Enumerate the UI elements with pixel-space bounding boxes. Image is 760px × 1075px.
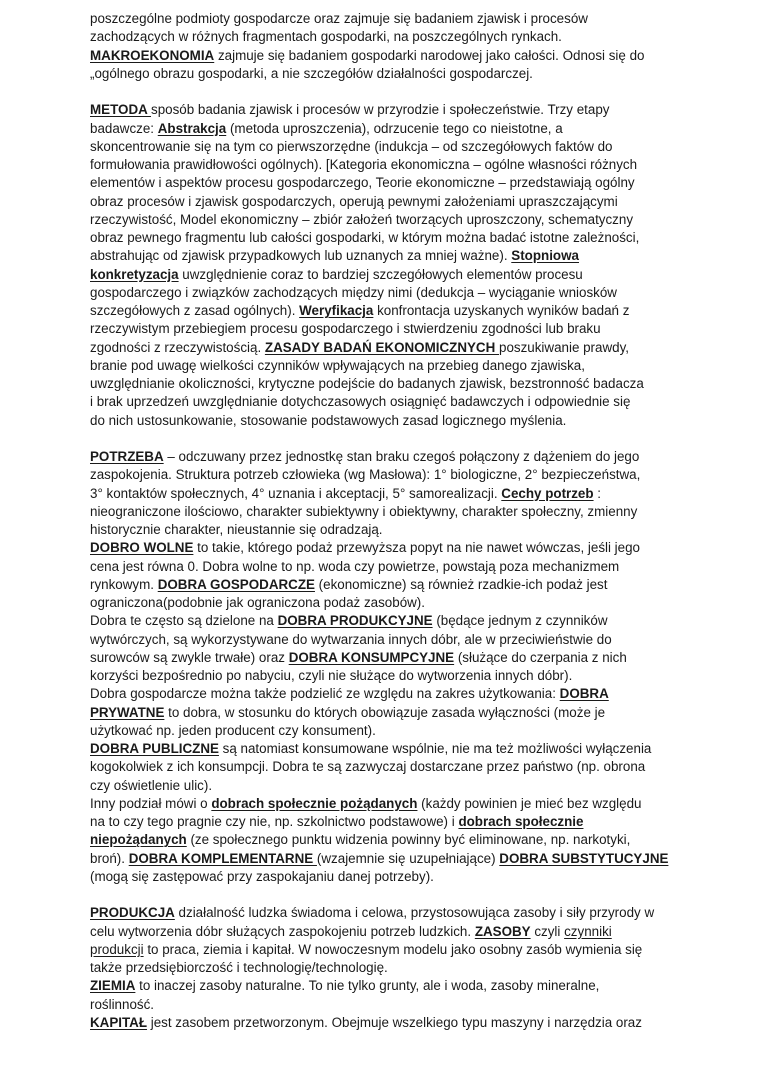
text-line (90, 576, 690, 594)
text-run: do nich ustosunkowanie, stosowanie podstawowych zasad logicznego myślenia. (90, 412, 567, 428)
text-run: skoncentrowanie się na tym co pierwszorzędne (indukcja – od szczegółowych faktów do (90, 138, 613, 154)
text-line (90, 631, 690, 649)
text-run: obraz pewnego fragmentu lub całości gospodarki, w którym można badać istotne zależności, (90, 230, 640, 245)
text-run: rzeczywistym przebiegiem procesu gospodarczego i stwierdzeniu zgodności lub braku (90, 321, 601, 337)
text-run: zachodzących w różnych fragmentach gospodarki, na poszczególnych rynkach. (90, 29, 562, 45)
text-run: zaspokojenia. Struktura potrzeb człowieka (wg Masłowa): 1° biologiczne, 2° bezpieczeństwa, (90, 467, 641, 483)
text-run: poszukiwanie prawdy, (499, 339, 630, 355)
text-line (90, 229, 690, 247)
text-line (90, 211, 690, 229)
text-line (90, 539, 690, 557)
text-line (90, 977, 690, 995)
text-line (90, 521, 690, 539)
text-run: gospodarczego i związków zachodzących między nimi (dedukcja – wyciąganie wniosków (90, 284, 617, 300)
text-run: sposób badania zjawisk i procesów w przyrodzie i społeczeństwie. Trzy etapy (151, 102, 610, 118)
text-line (90, 704, 690, 722)
text-line (90, 10, 690, 28)
text-line (90, 247, 690, 265)
key-term: DOBRA KOMPLEMENTARNE (128, 850, 317, 866)
text-run: ograniczona(podobnie jak ograniczona podaż zasobów). (90, 595, 425, 610)
text-run: 3° kontaktów społecznych, 4° uznania i akceptacji, 5° samorealizacji. (90, 485, 502, 501)
document-page (90, 10, 690, 1032)
key-term: Abstrakcja (157, 120, 227, 136)
text-line (90, 813, 690, 831)
text-line (90, 831, 690, 849)
text-run: Dobra gospodarcze można także podzielić ze względu na zakres użytkowania: (90, 686, 560, 702)
text-line (90, 923, 690, 941)
key-term: DOBRA KONSUMPCYJNE (288, 649, 455, 665)
text-run: szczegółowych z zasad ogólnych). (90, 303, 300, 318)
text-run: korzyści bezpośrednio po nabyciu, czyli nie służące do wytworzenia innych dóbr). (90, 668, 573, 683)
key-term: PRODUKCJA (90, 905, 175, 921)
key-term: DOBRO WOLNE (90, 540, 194, 556)
text-run: (mogą się zastępować przy zaspokajaniu danej potrzeby). (90, 868, 434, 884)
paragraph-gap (90, 886, 690, 904)
key-term: Weryfikacja (299, 303, 374, 318)
text-run: to takie, którego podaż przewyższa popyt na nie nawet wówczas, jeśli jego (193, 540, 640, 556)
text-line (90, 1014, 690, 1032)
text-run: uwzględnianie okoliczności, krytyczne podejście do badanych zjawisk, bezstronność badacza (90, 376, 644, 391)
text-run: badawcze: (90, 120, 158, 136)
paragraph-gap (90, 430, 690, 448)
text-line (90, 740, 690, 758)
key-term: DOBRA GOSPODARCZE (157, 576, 315, 592)
text-line (90, 503, 690, 521)
text-run: nieograniczone ilościowo, charakter subiektywny i obiektywny, charakter społeczny, zmienny (90, 503, 638, 519)
text-line (90, 101, 690, 119)
text-run: działalność ludzka świadoma i celowa, przystosowująca zasoby i siły przyrody w (174, 905, 655, 921)
text-line (90, 375, 690, 393)
text-run: to praca, ziemia i kapitał. W nowoczesnym modelu jako osobny zasób wymienia się (143, 941, 643, 957)
text-run: (ekonomiczne) są również rzadkie-ich podaż jest (314, 576, 608, 592)
text-line (90, 28, 690, 46)
text-run: na to czy tego pragnie czy nie, np. szkolnictwo podstawowe) i (90, 814, 459, 829)
text-run: elementów i aspektów procesu gospodarczego, Teorie ekonomiczne – przedstawiają ogólny (90, 175, 635, 191)
text-line (90, 959, 690, 977)
text-line (90, 302, 690, 320)
key-term: DOBRA SUBSTYTUCYJNE (499, 850, 669, 866)
text-line (90, 357, 690, 375)
text-run: obraz procesów i zjawisk gospodarczych, operują pewnymi założeniami upraszczającymi (90, 193, 618, 209)
text-run: (każdy powinien je mieć bez względu (417, 795, 642, 811)
key-term: dobrach społecznie pożądanych (211, 795, 418, 811)
text-line (90, 649, 690, 667)
text-run: (służące do czerpania z nich (454, 649, 627, 665)
key-term: POTRZEBA (90, 449, 164, 464)
text-run: uwzględnienie coraz to bardziej szczegółowych elementów procesu (178, 266, 583, 282)
key-term: DOBRA PRODUKCYJNE (277, 613, 433, 629)
key-term: ZASOBY (474, 923, 531, 939)
text-run: (będące jednym z czynników (432, 613, 608, 629)
text-run: broń). (90, 850, 129, 866)
text-line (90, 904, 690, 922)
key-term: DOBRA (559, 686, 609, 702)
text-run: formułowania prawidłowości ogólnych). [Kategoria ekonomiczna – ogólne własności różnych (90, 157, 638, 172)
text-line (90, 777, 690, 795)
text-line (90, 466, 690, 484)
text-run: Inny podział mówi o (90, 795, 212, 811)
underlined-term: produkcji (90, 941, 144, 957)
text-line (90, 758, 690, 776)
text-run: użytkować np. jeden producent czy konsument). (90, 722, 376, 738)
text-line (90, 996, 690, 1014)
key-term: niepożądanych (90, 832, 187, 848)
key-term: dobrach społecznie (458, 814, 584, 829)
text-run: (wzajemnie się uzupełniające) (316, 850, 500, 866)
text-line (90, 138, 690, 156)
key-term: DOBRA PUBLICZNE (90, 741, 219, 756)
text-run: to dobra, w stosunku do których obowiązuje zasada wyłączności (może je (164, 704, 606, 720)
text-run: czyli (530, 923, 565, 939)
text-run: to inaczej zasoby naturalne. To nie tylko grunty, ale i woda, zasoby mineralne, (135, 978, 600, 994)
text-line (90, 120, 690, 138)
text-run: : (593, 485, 602, 501)
text-line (90, 156, 690, 174)
text-run: czy oświetlenie ulic). (90, 777, 213, 793)
text-line (90, 850, 690, 868)
text-line (90, 868, 690, 886)
key-term: konkretyzacja (90, 266, 179, 282)
text-line (90, 65, 690, 83)
text-line (90, 558, 690, 576)
text-run: cena jest równa 0. Dobra wolne to np. woda czy powietrze, powstają poza mechanizmem (90, 558, 620, 574)
key-term: KAPITAŁ (90, 1014, 148, 1030)
text-line (90, 174, 690, 192)
text-run: „ogólnego obrazu gospodarki, a nie szczegółów działalności gospodarczej. (90, 65, 533, 81)
text-run: rynkowym. (90, 576, 158, 592)
text-run: i brak uprzedzeń uwzględnianie dotychczasowych osiągnięć badawczych i odpowiednie się (90, 394, 631, 410)
text-run: branie pod uwagę wielkości czynników wpływających na przebieg danego zjawiska, (90, 357, 585, 373)
text-line (90, 448, 690, 466)
text-run: celu wytworzenia dóbr służących zaspokojeniu potrzeb ludzkich. (90, 923, 475, 939)
key-term: MAKROEKONOMIA (90, 47, 215, 63)
text-line (90, 722, 690, 740)
paragraph-gap (90, 83, 690, 101)
text-run: rzeczywistość, Model ekonomiczny – zbiór założeń tworzących uproszczony, schematyczny (90, 211, 634, 227)
text-line (90, 339, 690, 357)
key-term: METODA (90, 102, 152, 118)
text-run: – odczuwany przez jednostkę stan braku czegoś połączony z dążeniem do jego (163, 449, 640, 464)
text-run: (metoda uproszczenia), odrzucenie tego co nieistotne, a (226, 120, 563, 136)
text-run: abstrahując od zjawisk przypadkowych lub uznanych za mniej ważne). (90, 248, 512, 264)
text-line (90, 795, 690, 813)
text-line (90, 612, 690, 630)
text-run: (ze społecznego punktu widzenia powinny być eliminowane, np. narkotyki, (186, 832, 631, 848)
underlined-term: czynniki (564, 923, 612, 939)
text-run: jest zasobem przetworzonym. Obejmuje wszelkiego typu maszyny i narzędzia oraz (147, 1014, 642, 1030)
text-line (90, 393, 690, 411)
text-line (90, 667, 690, 685)
text-line (90, 485, 690, 503)
key-term: PRYWATNE (90, 704, 165, 720)
text-line (90, 47, 690, 65)
key-term: Cechy potrzeb (501, 485, 594, 501)
text-run: także przedsiębiorczość i technologię/technologię. (90, 960, 388, 975)
text-line (90, 266, 690, 284)
text-line (90, 193, 690, 211)
key-term: ZASADY BADAŃ EKONOMICZNYCH (264, 339, 499, 355)
text-run: konfrontacja uzyskanych wyników badań z (373, 303, 630, 318)
text-run: roślinność. (90, 996, 155, 1012)
text-run: surowców są zwykle trwałe) oraz (90, 649, 289, 665)
text-run: wytwórczych, są wykorzystywane do wytwarzania innych dóbr, ale w przeciwieństwie do (90, 631, 612, 647)
text-line (90, 941, 690, 959)
text-line (90, 594, 690, 612)
key-term: ZIEMIA (90, 978, 136, 994)
text-run: poszczególne podmioty gospodarcze oraz zajmuje się badaniem zjawisk i procesów (90, 11, 588, 26)
text-run: zgodności z rzeczywistością. (90, 339, 265, 355)
text-line (90, 284, 690, 302)
text-run: kogokolwiek z ich konsumpcji. Dobra te są zazwyczaj dostarczane przez państwo (np. obrona (90, 759, 646, 775)
text-line (90, 320, 690, 338)
text-run: zajmuje się badaniem gospodarki narodowej jako całości. Odnosi się do (214, 47, 645, 63)
text-line (90, 685, 690, 703)
text-run: Dobra te często są dzielone na (90, 613, 278, 629)
text-run: historycznie charakter, nieustannie się odradzają. (90, 522, 383, 537)
text-line (90, 412, 690, 430)
text-run: są natomiast konsumowane wspólnie, nie ma też możliwości wyłączenia (218, 741, 652, 756)
key-term: Stopniowa (511, 248, 579, 264)
